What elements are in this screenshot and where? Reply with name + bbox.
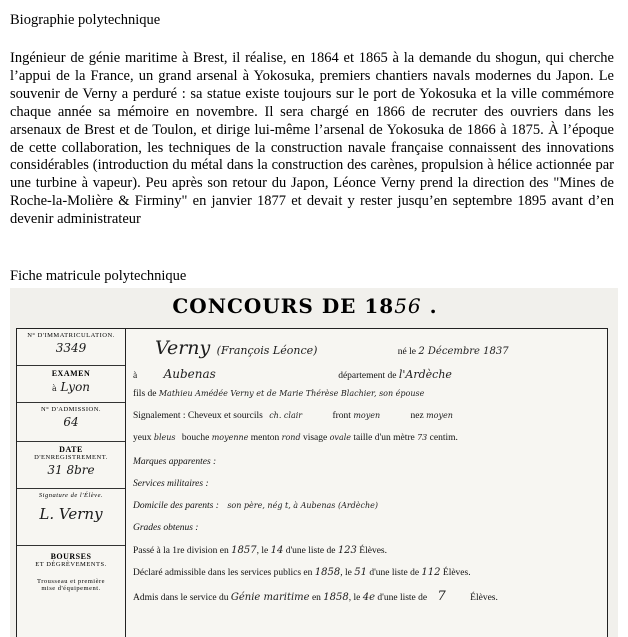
line-grades xyxy=(133,523,198,533)
fiche-sidebar xyxy=(17,329,126,637)
admis-le-label: , le xyxy=(348,593,361,603)
menton-label: menton xyxy=(250,433,280,443)
cell-admission xyxy=(17,403,125,442)
line-passe xyxy=(133,545,387,556)
bouche-label: bouche xyxy=(181,433,210,443)
concours-title xyxy=(10,294,600,318)
birth-place-value: Aubenas xyxy=(163,367,216,381)
passe-eleves-label: Élèves. xyxy=(359,546,387,556)
birth-date-value: 2 Décembre 1837 xyxy=(418,346,509,357)
fiche-main xyxy=(127,329,605,637)
line-declare xyxy=(133,567,471,578)
passe-le-label: , le xyxy=(256,546,269,556)
name-value: Verny xyxy=(155,337,211,359)
taille-suffix: centim. xyxy=(429,433,458,443)
declare-le-label: , le xyxy=(340,568,352,578)
line-services xyxy=(133,479,209,489)
line-admis xyxy=(133,589,498,604)
section-title-fiche: Fiche matricule polytechnique xyxy=(10,268,187,284)
concours-printed: CONCOURS DE 18 xyxy=(172,294,395,318)
admis-label: Admis dans le service du xyxy=(133,593,229,603)
section-title-biographie: Biographie polytechnique xyxy=(10,12,161,28)
first-names-value: (François Léonce) xyxy=(216,344,318,357)
declare-eleves-label: Élèves. xyxy=(442,568,471,578)
nez-value: moyen xyxy=(426,411,453,420)
passe-total: 123 xyxy=(337,545,357,556)
cell-bourses xyxy=(17,546,125,637)
fiche-matricule-scan xyxy=(10,288,618,637)
nez-label: nez xyxy=(410,411,424,421)
signature-label: Signature de l'Élève. xyxy=(38,492,104,499)
declare-total: 112 xyxy=(421,567,441,578)
line-birthplace xyxy=(133,367,452,381)
declare-rank: 51 xyxy=(354,567,367,578)
fiche-form xyxy=(16,328,608,637)
declare-label: Déclaré admissible dans les services publics en xyxy=(133,568,313,578)
passe-label: Passé à la 1re division en xyxy=(133,546,229,556)
front-value: moyen xyxy=(353,411,381,420)
declare-year: 1858 xyxy=(314,567,341,578)
line-domicile xyxy=(133,501,378,511)
examen-label: EXAMEN xyxy=(51,369,91,378)
matricule-label: N° D'IMMATRICULATION. xyxy=(27,332,115,339)
visage-value: ovale xyxy=(329,433,352,442)
line-parents xyxy=(133,389,424,399)
cell-date xyxy=(17,442,125,489)
biography-paragraph: Ingénieur de génie maritime à Brest, il réalise, en 1864 et 1865 à la demande du shogun, qui cherche l’appui de la France, un grand arsenal à Yokosuka, premiers chantiers navals modernes du Japon. Le souvenir de Verny a perduré : sa statue existe toujours sur le port de Yokosuka et la ville commémore chaque année sa mémoire en novembre. Il sera chargé en 1866 de recruter des ouvriers dans les arsenaux de Brest et de Toulon, et dirige lui-même l’arsenal de Yokosuka de 1866 à 1875. À l’époque de cette collaboration, les techniques de la construction navale française connaissent des innovations considérables (introduction du métal dans la construction des carènes, propulsion à hélice actionnée par une turbine à vapeur). Peu après son retour du Japon, Léonce Verny prend la direction des "Mines de Roche-la-Molière & Firminy" en janvier 1877 et devait y rester jusqu’en septembre 1895 avant d’en devenir administrateur xyxy=(10,50,614,228)
line-name xyxy=(155,337,509,359)
menton-value: rond xyxy=(281,433,301,442)
matricule-value: 3349 xyxy=(55,341,87,355)
concours-year-hand: 56 xyxy=(394,294,422,318)
departement-value: l'Ardèche xyxy=(398,368,452,381)
admis-en-label: en xyxy=(311,593,321,603)
a-label: à xyxy=(133,371,138,381)
taille-label: taille d'un mètre xyxy=(353,433,415,443)
line-marques xyxy=(133,457,216,467)
services-label: Services militaires : xyxy=(133,479,209,489)
admis-service: Génie maritime xyxy=(230,592,310,603)
signature-value: L. Verny xyxy=(39,505,103,523)
bourses-label: BOURSES xyxy=(50,552,92,561)
bourses-label-2: ET DÉGRÈVEMENTS. xyxy=(35,561,107,568)
admis-liste-label: d'une liste de xyxy=(377,593,428,603)
visage-label: visage xyxy=(302,433,328,443)
marques-label: Marques apparentes : xyxy=(133,457,217,467)
declare-liste-label: d'une liste de xyxy=(369,568,420,578)
passe-year: 1857 xyxy=(231,545,257,556)
yeux-label: yeux xyxy=(133,433,152,443)
ne-le-label: né le xyxy=(397,347,416,357)
bouche-value: moyenne xyxy=(211,433,249,442)
signalement-label: Signalement : Cheveux et sourcils xyxy=(133,411,263,421)
admis-rank: 4e xyxy=(362,592,376,603)
concours-suffix: . xyxy=(421,294,438,318)
trousseau-label-2: mise d'équipement. xyxy=(41,585,101,592)
cheveux-value: ch. clair xyxy=(269,411,303,420)
admis-total: 7 xyxy=(437,589,446,604)
passe-rank: 14 xyxy=(270,545,284,556)
trousseau-label: Trousseau et première xyxy=(36,578,106,585)
domicile-value: son père, nég t, à Aubenas (Ardèche) xyxy=(227,501,379,510)
line-yeux xyxy=(133,433,458,443)
examen-prefix: à xyxy=(51,384,57,393)
fils-label: fils de xyxy=(133,389,157,399)
grades-label: Grades obtenus : xyxy=(133,523,199,533)
departement-label: département de xyxy=(338,371,397,381)
yeux-value: bleus xyxy=(153,433,176,442)
admission-label: N° D'ADMISSION. xyxy=(40,406,102,413)
passe-liste-label: d'une liste de xyxy=(285,546,336,556)
taille-value: 73 xyxy=(417,433,428,442)
domicile-label: Domicile des parents : xyxy=(133,501,219,511)
date-value: 31 8bre xyxy=(47,463,95,477)
admis-eleves-label: Élèves. xyxy=(470,593,498,603)
examen-value: Lyon xyxy=(60,380,91,394)
front-label: front xyxy=(332,411,351,421)
cell-signature xyxy=(17,489,125,546)
admission-value: 64 xyxy=(63,415,79,429)
date-label-2: D'ENREGISTREMENT. xyxy=(34,454,108,461)
admis-year: 1858 xyxy=(323,592,349,603)
cell-examen xyxy=(17,366,125,403)
parents-value: Mathieu Amédée Verny et de Marie Thérèse Blachier, son épouse xyxy=(158,389,425,398)
cell-matricule xyxy=(17,329,125,366)
date-label: DATE xyxy=(59,445,83,454)
line-signalement xyxy=(133,411,453,421)
